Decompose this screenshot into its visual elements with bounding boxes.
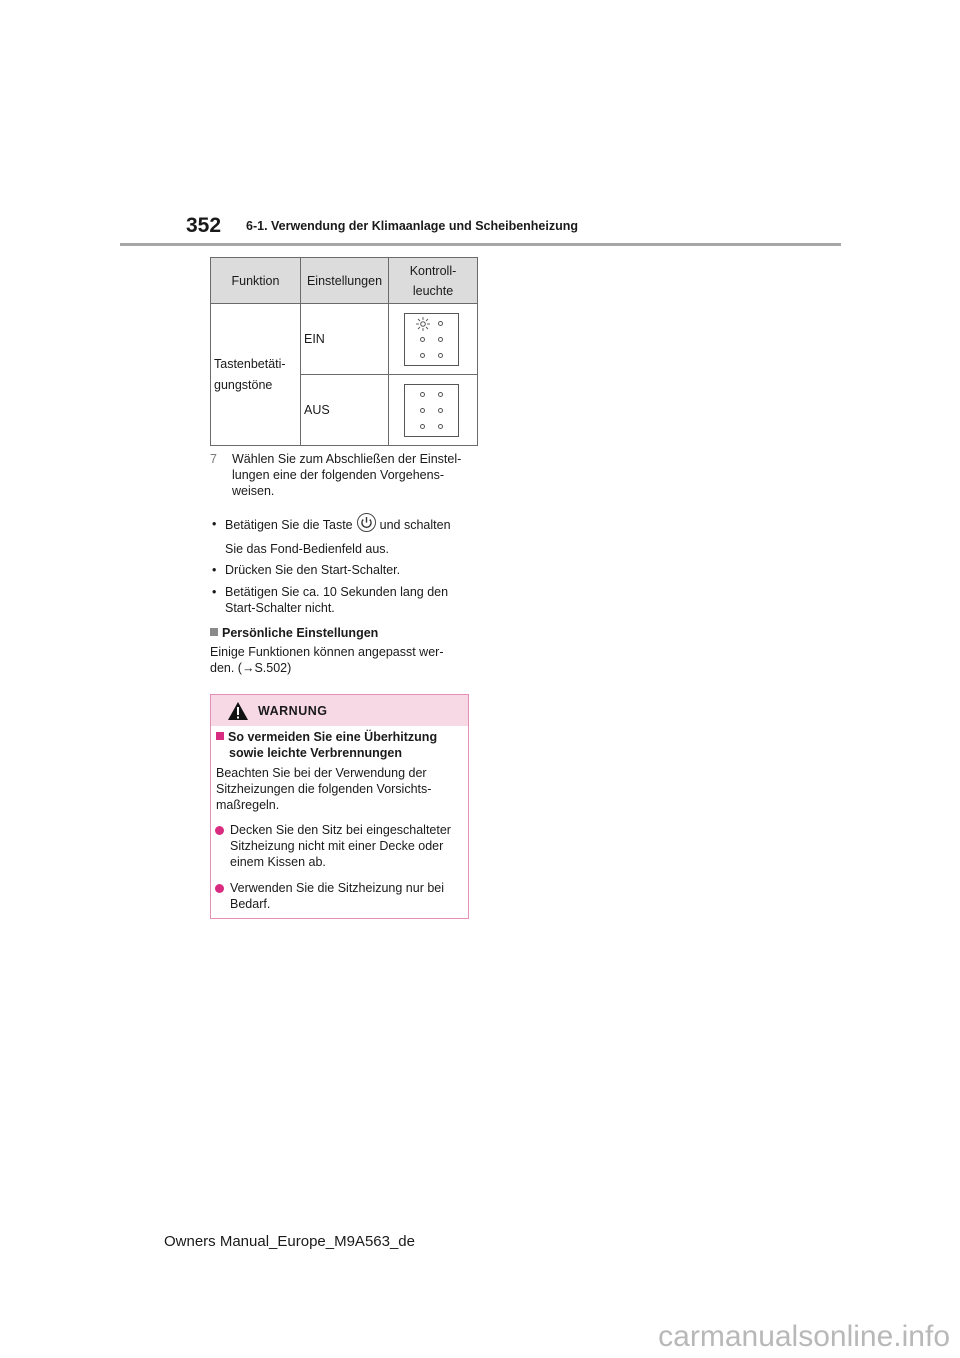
list-item	[212, 584, 472, 618]
square-marker-icon	[210, 628, 218, 636]
warning-item2-line1: Verwenden Sie die Sitzheizung nur bei	[230, 881, 445, 895]
warning-triangle-icon	[227, 701, 249, 721]
indicator-light-off-icon	[404, 384, 459, 437]
indicator-dot	[438, 337, 443, 342]
power-icon	[357, 513, 376, 532]
bullet-mark: •	[212, 517, 217, 531]
function-label-line2: gungstöne	[214, 377, 273, 392]
warning-box	[210, 694, 469, 919]
col-header-line1: Kontroll-	[409, 263, 457, 278]
col-header-line2: leuchte	[412, 283, 454, 298]
step-text: Wählen Sie zum Abschließen der Einstel-lungen eine der folgenden Vorgehens-weisen.	[232, 452, 462, 498]
warning-intro	[216, 765, 466, 813]
bullet-1-part1: Betätigen Sie die Taste	[225, 517, 353, 532]
col-header-kontrollleuchte	[389, 258, 478, 304]
bullet-1-line2: Sie das Fond-Bedienfeld aus.	[225, 542, 389, 556]
personal-settings-text	[210, 644, 470, 676]
square-marker-icon	[216, 732, 224, 740]
bullet-text	[225, 516, 470, 535]
indicator-dot	[438, 424, 443, 429]
bullet-mark: •	[212, 563, 217, 577]
personal-settings-heading	[210, 626, 378, 640]
light-ray-icon	[416, 317, 430, 331]
indicator-dot	[420, 424, 425, 429]
warning-item1-line3: einem Kissen ab.	[230, 855, 326, 869]
footer-text: Owners Manual_Europe_M9A563_de	[164, 1233, 415, 1250]
setting-cell-ein: EIN	[301, 304, 389, 375]
warning-subheading	[216, 729, 466, 745]
bullet-circle-icon	[215, 884, 224, 893]
section-title: 6-1. Verwendung der Klimaanlage und Scheibenheizung	[246, 219, 579, 233]
bullet-circle-icon	[215, 826, 224, 835]
warning-item2-line2: Bedarf.	[230, 897, 271, 911]
page-number: 352	[186, 214, 222, 237]
indicator-dot	[420, 353, 425, 358]
personal-line1: Einige Funktionen können angepasst wer-	[210, 645, 444, 659]
function-label-line1: Tastenbetäti-	[214, 356, 286, 371]
warning-item1-line1: Decken Sie den Sitz bei eingeschalteter	[230, 823, 451, 837]
list-item	[212, 562, 472, 578]
indicator-cell-ein	[389, 304, 478, 375]
warning-sub-line2: sowie leichte Verbrennungen	[229, 746, 402, 760]
bullet-2-text: Drücken Sie den Start-Schalter.	[225, 563, 401, 577]
warning-intro-line1: Beachten Sie bei der Verwendung der	[216, 766, 427, 780]
bullet-3-line2: Start-Schalter nicht.	[225, 601, 335, 615]
bullet-3-line1: Betätigen Sie ca. 10 Sekunden lang den	[225, 585, 449, 599]
bullet-mark: •	[212, 585, 217, 599]
warning-item-1	[230, 822, 465, 870]
warning-intro-line2: Sitzheizungen die folgenden Vorsichts-	[216, 782, 432, 796]
table-header-row	[211, 258, 478, 304]
personal-heading-text: Persönliche Einstellungen	[222, 626, 379, 640]
watermark: carmanualsonline.info	[658, 1320, 950, 1353]
warning-header	[211, 695, 468, 726]
header-divider	[120, 243, 841, 246]
settings-table	[210, 257, 478, 446]
warning-title: WARNUNG	[258, 704, 328, 718]
table-row	[211, 304, 478, 375]
indicator-dot	[420, 392, 425, 397]
step-number: 7	[210, 452, 217, 466]
indicator-cell-aus	[389, 375, 478, 446]
col-header-funktion: Funktion	[211, 258, 301, 304]
indicator-dot	[438, 353, 443, 358]
warning-item-2	[230, 880, 465, 912]
bullet-1-part2: und schalten	[379, 517, 451, 532]
indicator-light-on-icon	[404, 313, 459, 366]
warning-sub-line1: So vermeiden Sie eine Überhitzung	[228, 730, 438, 744]
indicator-dot	[438, 392, 443, 397]
bullet-3-text	[225, 584, 470, 616]
function-cell	[211, 304, 301, 446]
indicator-dot	[420, 337, 425, 342]
warning-intro-line3: maßregeln.	[216, 798, 280, 812]
indicator-dot	[420, 408, 425, 413]
indicator-dot	[438, 321, 443, 326]
setting-cell-aus: AUS	[301, 375, 389, 446]
warning-item1-line2: Sitzheizung nicht mit einer Decke oder	[230, 839, 444, 853]
col-header-einstellungen: Einstellungen	[301, 258, 389, 304]
indicator-dot	[438, 408, 443, 413]
personal-line2: den. (→S.502)	[210, 661, 292, 675]
